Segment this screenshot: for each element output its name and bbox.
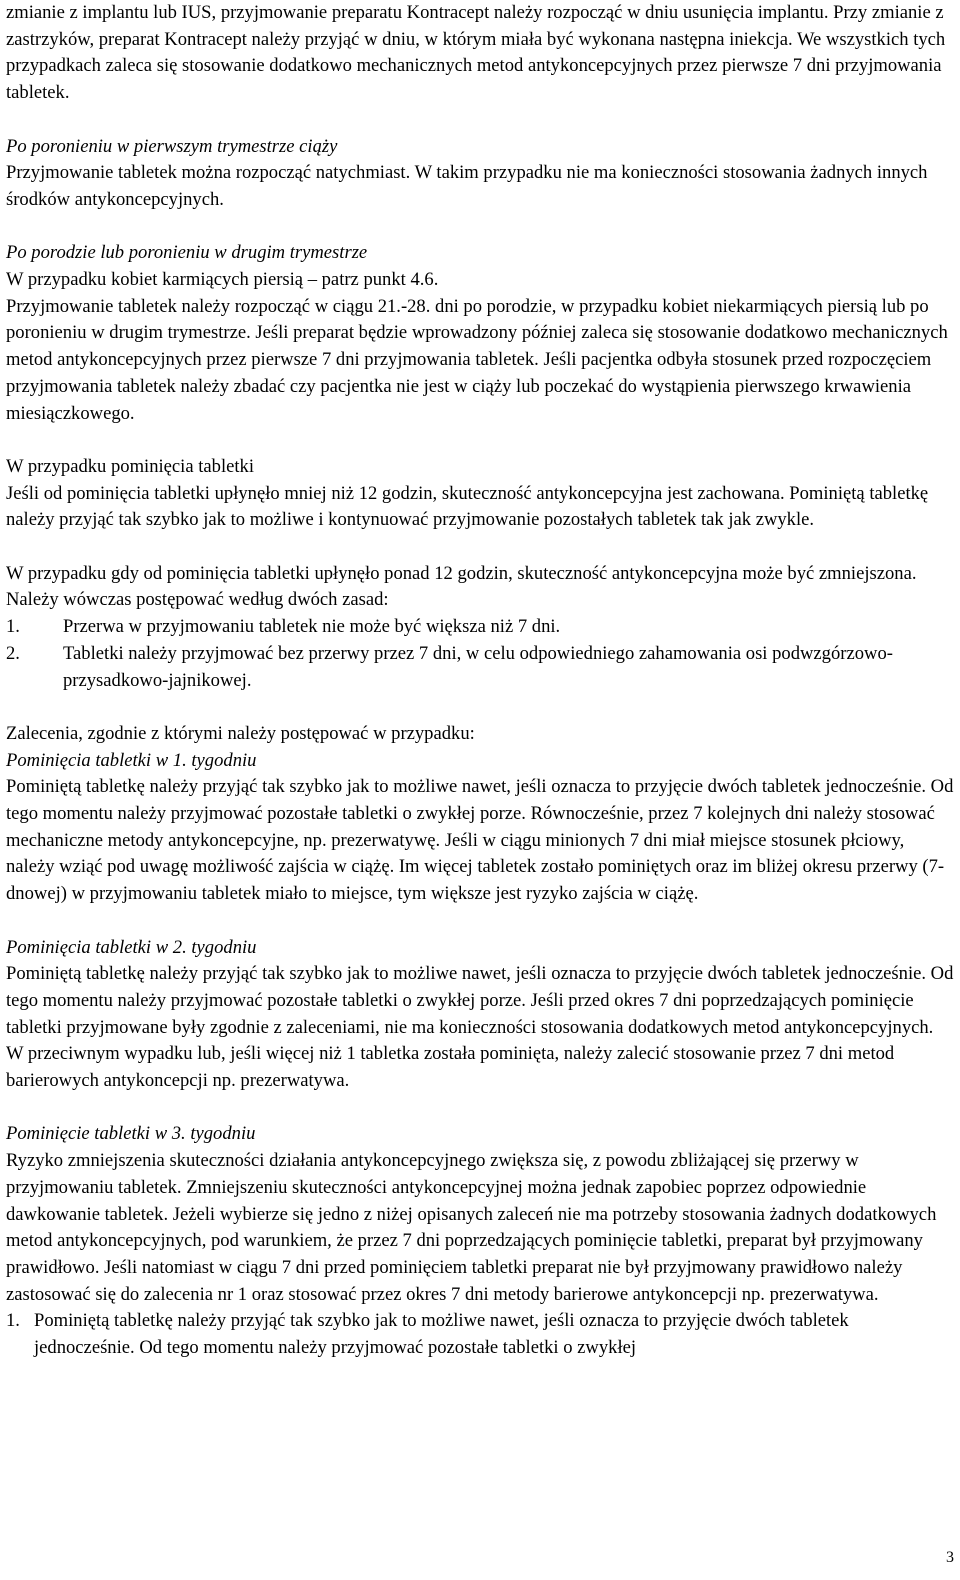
heading-missed-tablet: W przypadku pominięcia tabletki	[6, 455, 255, 477]
heading-first-trimester-miscarriage: Po poronieniu w pierwszym trymestrze ciąży	[6, 135, 338, 157]
recommendation-number: 1.	[6, 1310, 20, 1332]
paragraph-week-3: Ryzyko zmniejszenia skuteczności działania antykoncepcyjnego zwiększa się, z powodu zbliżającej się przerwy w przyjmowaniu tabletek. Zmniejszeniu skuteczności antykoncepcyjnej można jednak zapobiec poprzez odpowiednie dawkowanie tabletek. Jeżeli wybierze się jedno z niżej opisanych zaleceń nie ma potrzeby stosowania żadnych dodatkowych metod antykoncepcyjnych, pod warunkiem, że przez 7 dni poprzedzających pominięcie tabletki, preparat był przyjmowany prawidłowo. Jeśli natomiast w ciągu 7 dni przed pominięciem tabletki preparat nie był przyjmowany prawidłowo należy zastosować się do zalecenia nr 1 oraz stosować przez okres 7 dni metody barierowe antykoncepcji np. prezerwatywa.	[6, 1150, 937, 1305]
heading-week-3: Pominięcie tabletki w 3. tygodniu	[6, 1123, 256, 1145]
paragraph-after-delivery: Przyjmowanie tabletek należy rozpocząć w ciągu 21.-28. dni po porodzie, w przypadku kobiet niekarmiących piersią lub po poronieniu w drugim trymestrze. Jeśli preparat będzie wprowadzony później zaleca się stosowanie dodatkowo mechanicznych metod antykoncepcyjnych przez pierwsze 7 dni przyjmowania tabletek. Jeśli pacjentka odbyła stosunek przed rozpoczęciem przyjmowania tabletek należy zbadać czy pacjentka nie jest w ciąży lub poczekać do wystąpienia pierwszego krwawienia miesiączkowego.	[6, 295, 948, 424]
rule-item	[6, 641, 954, 694]
intro-paragraph: zmianie z implantu lub IUS, przyjmowanie preparatu Kontracept należy rozpocząć w dniu usunięcia implantu. Przy zmianie z zastrzyków, preparat Kontracept należy przyjąć w dniu, w którym miała być wykonana następna iniekcja. We wszystkich tych przypadkach zaleca się stosowanie dodatkowo mechanicznych metod antykoncepcyjnych przez pierwsze 7 dni przyjmowania tabletek.	[6, 2, 946, 104]
heading-week-1: Pominięcia tabletki w 1. tygodniu	[6, 749, 257, 771]
paragraph-week-1: Pominiętą tabletkę należy przyjąć tak szybko jak to możliwe nawet, jeśli oznacza to przyjęcie dwóch tabletek jednocześnie. Od tego momentu należy przyjmować pozostałe tabletki o zwykłej porze. Równocześnie, przez 7 kolejnych dni należy stosować mechaniczne metody antykoncepcyjne, np. prezerwatywę. Jeśli w ciągu minionych 7 dni miał miejsce stosunek płciowy, należy wziąć pod uwagę możliwość zajścia w ciążę. Im więcej tabletek zostało pominiętych oraz im bliżej okresu przerwy (7-dnowej) w przyjmowaniu tabletek miało to miejsce, tym większe jest ryzyko zajścia w ciążę.	[6, 776, 954, 905]
paragraph-recommendations-intro: Zalecenia, zgodnie z którymi należy postępować w przypadku:	[6, 722, 475, 744]
paragraph-over-12-hours: W przypadku gdy od pominięcia tabletki upłynęło ponad 12 godzin, skuteczność antykoncepcyjna może być zmniejszona. Należy wówczas postępować według dwóch zasad:	[6, 562, 917, 611]
rule-item	[6, 614, 954, 641]
paragraph-week-2: Pominiętą tabletkę należy przyjąć tak szybko jak to możliwe nawet, jeśli oznacza to przyjęcie dwóch tabletek jednocześnie. Od tego momentu należy przyjmować pozostałe tabletki o zwykłej porze. Jeśli przed okres 7 dni poprzedzających pominięcie tabletki przyjmowane były zgodnie z zaleceniami, nie ma konieczności stosowania dodatkowych metod antykoncepcyjnych. W przeciwnym wypadku lub, jeśli więcej niż 1 tabletka została pominięta, należy zalecić stosowanie przez 7 dni metod barierowych antykoncepcji np. prezerwatywa.	[6, 963, 954, 1092]
paragraph-missed-tablet: Jeśli od pominięcia tabletki upłynęło mniej niż 12 godzin, skuteczność antykoncepcyjna jest zachowana. Pominiętą tabletkę należy przyjąć tak szybko jak to możliwe i kontynuować przyjmowanie pozostałych tabletek tak jak zwykle.	[6, 482, 929, 531]
heading-week-2: Pominięcia tabletki w 2. tygodniu	[6, 936, 257, 958]
rule-text: Przerwa w przyjmowaniu tabletek nie może być większa niż 7 dni.	[63, 616, 561, 638]
paragraph-first-trimester-miscarriage: Przyjmowanie tabletek można rozpocząć natychmiast. W takim przypadku nie ma konieczności stosowania żadnych innych środków antykoncepcyjnych.	[6, 162, 928, 210]
recommendation-text: Pominiętą tabletkę należy przyjąć tak szybko jak to możliwe nawet, jeśli oznacza to przyjęcie dwóch tabletek jednocześnie. Od tego momentu należy przyjmować pozostałe tabletki o zwykłej	[34, 1310, 849, 1359]
page-number: 3	[946, 1549, 954, 1566]
document-page	[6, 0, 954, 1362]
rule-number: 2.	[6, 642, 20, 664]
paragraph-breastfeeding: W przypadku kobiet karmiących piersią – patrz punkt 4.6.	[6, 269, 439, 290]
heading-after-delivery: Po porodzie lub poronieniu w drugim trymestrze	[6, 242, 368, 264]
rule-number: 1.	[6, 616, 20, 638]
recommendation-item	[6, 1308, 954, 1361]
rule-text: Tabletki należy przyjmować bez przerwy przez 7 dni, w celu odpowiedniego zahamowania osi podwzgórzowo-przysadkowo-jajnikowej.	[63, 642, 893, 691]
